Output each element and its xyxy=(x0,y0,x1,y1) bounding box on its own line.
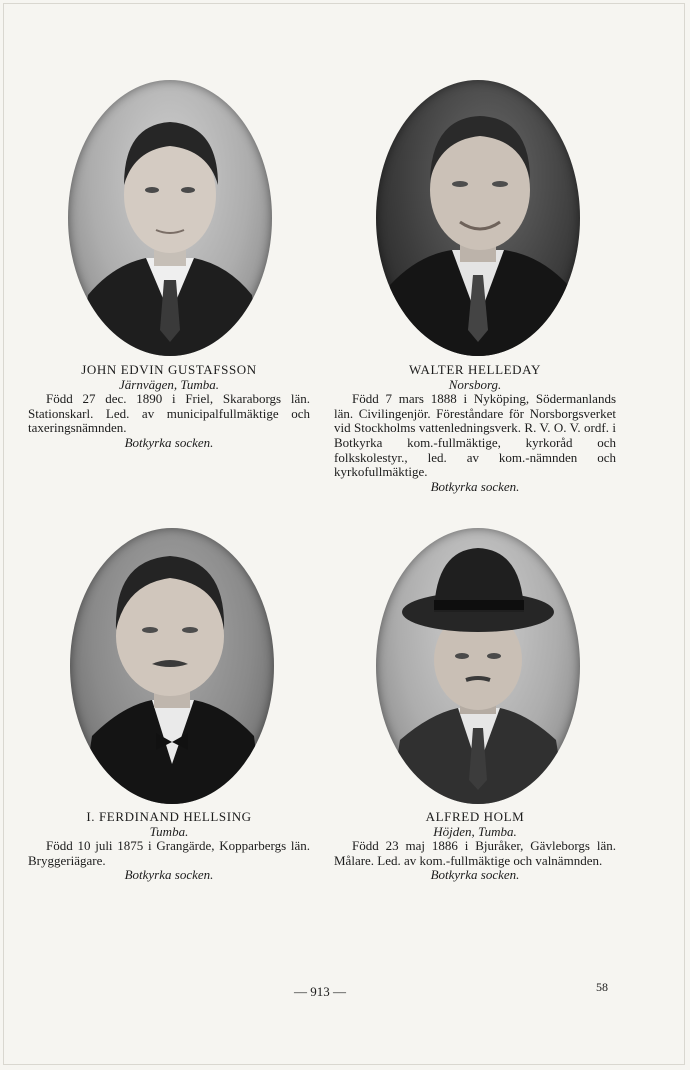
sheet-number: 58 xyxy=(596,980,608,994)
person-parish: Botkyrka socken. xyxy=(124,867,214,883)
person-biography: Född 27 dec. 1890 i Friel, Skaraborgs län. Stationskarl. Led. av municipalfullmäktige och taxeringsnämnden. xyxy=(28,391,310,436)
person-residence: Höjden, Tumba. xyxy=(433,823,517,839)
portrait-photo-4 xyxy=(376,528,580,804)
person-residence: Järnvägen, Tumba. xyxy=(118,376,220,392)
person-parish: Botkyrka socken. xyxy=(430,478,520,494)
person-biography: Född 10 juli 1875 i Grangärde, Kopparbergs län. Bryggeriägare. xyxy=(28,838,310,868)
person-name: JOHN EDVIN GUSTAFSSON xyxy=(81,362,257,377)
person-parish: Botkyrka socken. xyxy=(430,867,520,883)
person-residence: Norsborg. xyxy=(448,376,502,392)
portrait-figure-4 xyxy=(376,528,580,804)
person-residence: Tumba. xyxy=(149,823,189,839)
biography-entry-4 xyxy=(334,810,616,883)
page-number: — 913 — xyxy=(294,984,346,999)
portrait-figure-3 xyxy=(70,528,274,804)
person-biography: Född 23 maj 1886 i Bjuråker, Gävleborgs län. Målare. Led. av kom.-fullmäktige och valnämnden. xyxy=(334,838,616,868)
portrait-photo-3 xyxy=(70,528,274,804)
biography-entry-3 xyxy=(28,810,310,883)
person-name: ALFRED HOLM xyxy=(425,809,525,824)
biography-entry-2 xyxy=(334,363,616,494)
person-parish: Botkyrka socken. xyxy=(124,434,214,450)
portrait-figure-1 xyxy=(68,80,272,356)
portrait-photo-2 xyxy=(376,80,580,356)
portrait-figure-2 xyxy=(376,80,580,356)
biography-entry-1 xyxy=(28,363,310,451)
person-name: WALTER HELLEDAY xyxy=(409,362,541,377)
person-name: I. FERDINAND HELLSING xyxy=(86,809,252,824)
person-biography: Född 7 mars 1888 i Nyköping, Södermanlands län. Civilingenjör. Föreståndare för Norsborgsverket vid Stockholms vattenledningsverk. R. V. O. V. ordf. i Botkyrka kom.-fullmäktige, kyrkoråd och folkskolestyr., led. av kom.-nämnden och kyrkofullmäktige. xyxy=(334,391,616,480)
portrait-photo-1 xyxy=(68,80,272,356)
